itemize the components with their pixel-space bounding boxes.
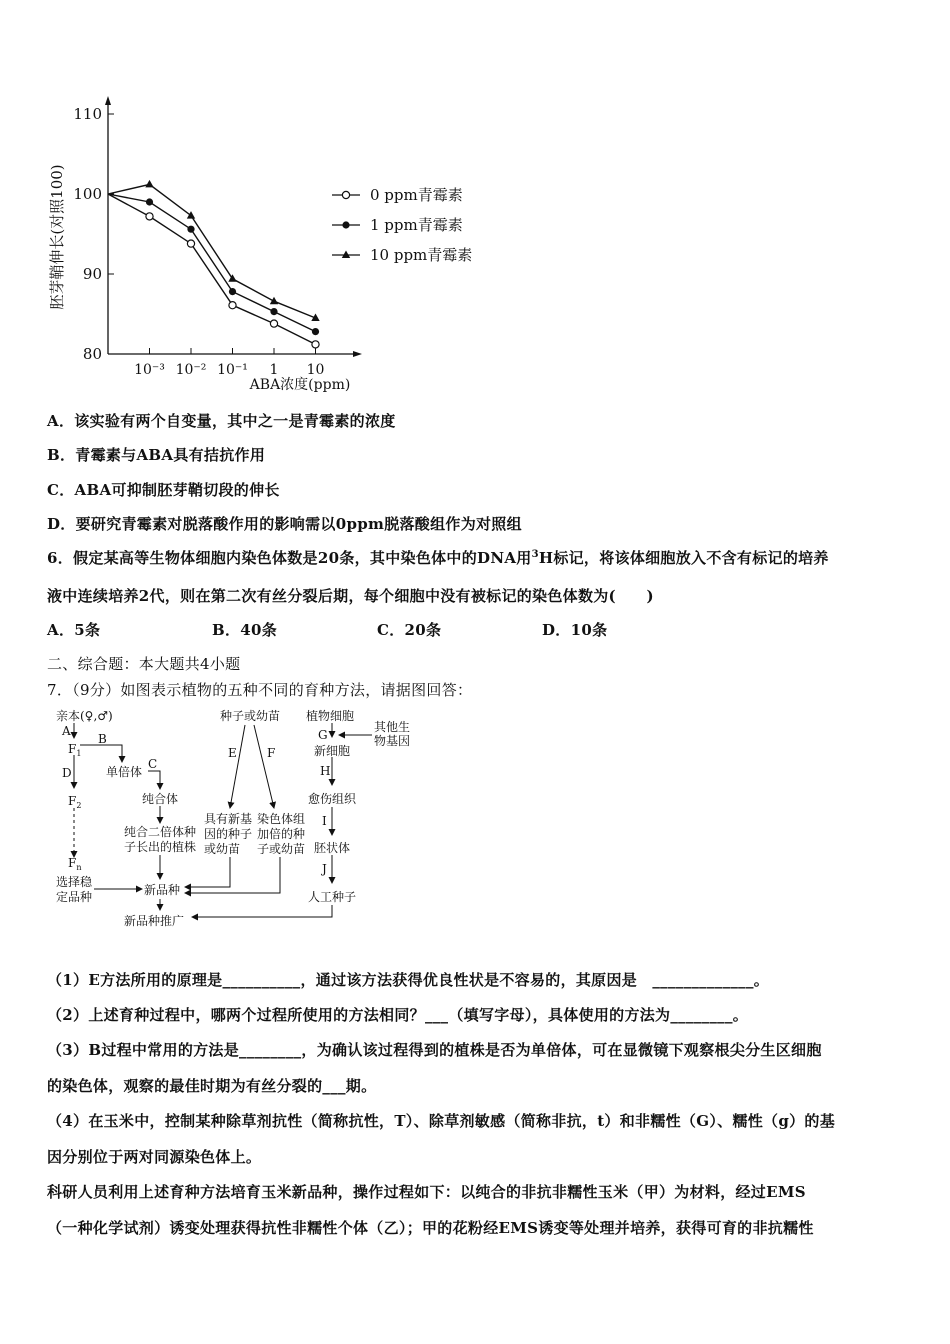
other-gene-label-2: 物基因 <box>374 734 411 748</box>
x-tick-label: 10 <box>306 362 325 378</box>
seed-label: 种子或幼苗 <box>220 709 281 723</box>
data-point <box>145 180 153 188</box>
q7-sub-1: （1）E方法所用的原理是__________，通过该方法获得优良性状是不容易的，其原因是 _____________。 <box>47 971 770 989</box>
legend-marker <box>342 251 350 259</box>
y-tick-label: 80 <box>82 345 102 363</box>
x-tick-label: 1 <box>269 362 279 378</box>
legend-marker <box>342 191 349 198</box>
promotion-label: 新品种推广 <box>124 914 185 928</box>
parent-label: 亲本(♀,♂) <box>56 709 113 723</box>
new-cell-label: 新细胞 <box>314 744 351 758</box>
callus-label: 愈伤组织 <box>308 792 357 806</box>
chart-legend <box>332 186 472 264</box>
q7-sub-3a: （3）B过程中常用的方法是________，为确认该过程得到的植株是否为单倍体，可在显微镜下观察根尖分生区细胞 <box>47 1041 822 1059</box>
series-layer <box>108 180 320 348</box>
q6-option-a: A．5条 <box>47 621 101 639</box>
series-line <box>108 184 316 318</box>
data-point <box>312 328 319 335</box>
arrow-e-label: E <box>228 746 237 760</box>
option-c: C．ABA可抑制胚芽鞘切段的伸长 <box>47 481 280 499</box>
legend-label: 1 ppm青霉素 <box>370 216 463 234</box>
data-point <box>312 341 319 348</box>
new-variety-label: 新品种 <box>144 883 181 897</box>
y-axis-label: 胚芽鞘伸长(对照100) <box>48 164 66 310</box>
data-point <box>187 240 194 247</box>
data-point <box>270 320 277 327</box>
q6-line-2: 液中连续培养2代，则在第二次有丝分裂后期，每个细胞中没有被标记的染色体数为( ) <box>47 587 654 605</box>
y-axis-arrow <box>105 96 111 105</box>
embryoid-label: 胚状体 <box>314 841 351 855</box>
arrow-i-label: I <box>322 814 327 828</box>
select-label-1: 选择稳 <box>56 875 93 889</box>
arrow-f-label: F <box>267 746 276 760</box>
legend-marker <box>342 221 349 228</box>
arrow-d-label: D <box>62 766 72 780</box>
diploid-label-1: 纯合二倍体种 <box>124 825 197 839</box>
q6-line-1: 6．假定某高等生物体细胞内染色体数是20条，其中染色体中的DNA用$^3$H标记，将该体细胞放入不含有标记的培养 <box>47 549 829 567</box>
q7-intro: 7．（9分）如图表示植物的五种不同的育种方法，请据图回答： <box>47 681 473 699</box>
data-point <box>229 302 236 309</box>
x-tick-label: 10⁻² <box>175 362 207 378</box>
data-point <box>187 211 195 219</box>
option-d: D．要研究青霉素对脱落酸作用的影响需以0ppm脱落酸组作为对照组 <box>47 515 522 533</box>
q7-sub-3b: 的染色体，观察的最佳时期为有丝分裂的___期。 <box>47 1077 377 1095</box>
data-point <box>187 226 194 233</box>
x-tick-label: 10⁻³ <box>134 362 165 378</box>
arrow-b-label: B <box>98 732 107 746</box>
f1-label: $F_1$ <box>68 742 82 758</box>
x-tick-label: 10⁻¹ <box>217 362 248 378</box>
arrow-c-label: C <box>148 757 158 771</box>
series-line <box>108 194 316 332</box>
option-a: A．该实验有两个自变量，其中之一是青霉素的浓度 <box>47 412 396 430</box>
legend-label: 0 ppm青霉素 <box>370 186 463 204</box>
arrow-g-label: G <box>318 728 328 742</box>
x-axis-arrow <box>353 351 362 357</box>
haploid-label: 单倍体 <box>106 765 143 779</box>
q7-sub-4d: （一种化学试剂）诱变处理获得抗性非糯性个体（乙）；甲的花粉经EMS诱变等处理并培养，获得可育的非抗糯性 <box>47 1219 814 1237</box>
aba-line-chart <box>40 92 510 397</box>
data-point <box>270 297 278 305</box>
data-point <box>229 288 236 295</box>
double-label-3: 子或幼苗 <box>257 842 306 856</box>
double-label-2: 加倍的种 <box>257 827 306 841</box>
data-point <box>146 213 153 220</box>
section-heading: 二、综合题：本大题共4小题 <box>47 655 241 673</box>
legend-label: 10 ppm青霉素 <box>370 246 473 264</box>
q6-option-c: C．20条 <box>377 621 442 639</box>
f2-label: $F_2$ <box>68 794 82 810</box>
arrow-a-label: A <box>62 724 71 738</box>
double-label-1: 染色体组 <box>257 812 306 826</box>
q7-sub-4a: （4）在玉米中，控制某种除草剂抗性（简称抗性，T）、除草剂敏感（简称非抗，t）和非糯性（G）、糯性（g）的基 <box>47 1112 836 1130</box>
other-gene-label-1: 其他生 <box>374 720 411 734</box>
newgene-label-2: 因的种子 <box>204 827 253 841</box>
q7-sub-4c: 科研人员利用上述育种方法培育玉米新品种，操作过程如下：以纯合的非抗非糯性玉米（甲）为材料，经过EMS <box>47 1183 806 1201</box>
y-tick-label: 90 <box>82 265 102 283</box>
series-line <box>108 194 316 344</box>
q6-option-d: D．10条 <box>542 621 608 639</box>
x-axis-label: ABA浓度(ppm) <box>249 377 351 393</box>
q7-sub-2: （2）上述育种过程中，哪两个过程所使用的方法相同？___（填写字母），具体使用的方法为________。 <box>47 1006 749 1024</box>
data-point <box>270 308 277 315</box>
data-point <box>146 198 153 205</box>
select-label-2: 定品种 <box>56 890 93 904</box>
breeding-diagram <box>52 705 412 935</box>
artificial-seed-label: 人工种子 <box>308 890 357 904</box>
y-tick-label: 100 <box>73 185 102 203</box>
x-ticks <box>134 348 324 378</box>
q7-sub-4b: 因分别位于两对同源染色体上。 <box>47 1148 262 1166</box>
plant-cell-label: 植物细胞 <box>306 709 355 723</box>
diploid-label-2: 子长出的植株 <box>124 840 197 854</box>
q6-option-b: B．40条 <box>212 621 278 639</box>
pure-label: 纯合体 <box>142 792 179 806</box>
arrow-h-label: H <box>320 764 331 778</box>
fn-label: $F_n$ <box>68 856 82 872</box>
arrow-j-label: J <box>322 862 327 876</box>
newgene-label-3: 或幼苗 <box>204 842 241 856</box>
option-b: B．青霉素与ABA具有拮抗作用 <box>47 446 266 464</box>
newgene-label-1: 具有新基 <box>204 812 253 826</box>
y-tick-label: 110 <box>73 105 102 123</box>
